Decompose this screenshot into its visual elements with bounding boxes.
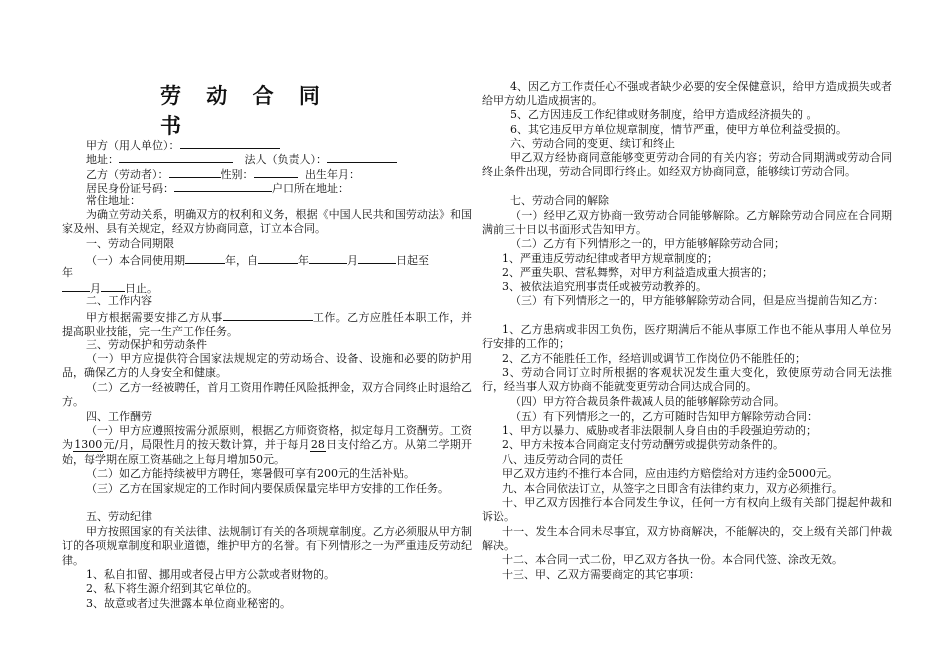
section-7-item-4: （四）甲方符合裁员条件裁减人员的能够解除劳动合同。 [510, 395, 785, 408]
party-b-label: 乙方（劳动者）： [86, 168, 169, 181]
discipline-item-5: 5、乙方因违反工作纪律或财务制度，给甲方造成经济损失的 。 [510, 108, 818, 121]
section-13: 十三、甲、乙双方需要商定的其它事项： [502, 568, 700, 581]
address-field[interactable] [119, 151, 233, 163]
id-label: 居民身份证号码： [86, 182, 174, 195]
birth-label: 出生年月： [305, 168, 360, 181]
discipline-item-6: 6、其它违反甲方单位规章制度，情节严重，使甲方单位利益受损的。 [510, 123, 847, 136]
discipline-item-1: 1、私自扣留、挪用或者侵占甲方公款或者财物的。 [86, 568, 335, 581]
discipline-item-3: 3、故意或者过失泄露本单位商业秘密的。 [86, 597, 291, 610]
start-day-field[interactable] [358, 252, 396, 264]
section-7-item-5-2: 2、甲方未按本合同商定支付劳动酬劳或提供劳动条件的。 [502, 438, 784, 451]
address-label: 地址： [86, 153, 119, 166]
start-day-text: 日起至 [396, 254, 429, 267]
section-10: 十、甲乙双方因推行本合同发生争议，任何一方有权向上级有关部门提起仲裁和诉讼。 [482, 496, 892, 524]
legal-rep-label: 法人（负责人）： [244, 153, 327, 166]
discipline-item-2: 2、私下将生源介绍到其它单位的。 [86, 582, 258, 595]
term-years-field[interactable] [185, 252, 225, 264]
party-b-field[interactable] [169, 166, 221, 178]
section-7-item-5: （五）有下列情形之一的，乙方可随时告知甲方解除劳动合同： [510, 410, 818, 423]
section-7-item-3-1: 1、乙方患病或非因工负伤，医疗期满后不能从事原工作也不能从事用人单位另行安排的工作的； [482, 323, 892, 351]
section-4-item-3: （三）乙方在国家规定的工作时间内要保质保量完毕甲方安排的工作任务。 [86, 482, 449, 495]
section-7-heading: 七、劳动合同的解除 [510, 194, 609, 207]
party-a-field[interactable] [180, 137, 280, 149]
intro-paragraph: 为确立劳动关系，明确双方的权利和义务，根据《中国人民共和国劳动法》和国家及州、县有关规定，经双方协商同意，订立本合同。 [62, 208, 472, 236]
end-day-text: 日止。 [125, 282, 158, 295]
pay-day: 28 [310, 438, 325, 452]
section-7-item-3-3: 3、劳动合同订立时所根据的客观状况发生重大变化，致使原劳动合同无法推行，经当事人双方协商不能就变更劳动合同达成合同的。 [482, 366, 892, 394]
section-7-item-2-3: 3、被依法追究刑事责任或被劳动教养的。 [502, 280, 707, 293]
section-3-item-1: （一）甲方应提供符合国家法规规定的劳动场合、设备、设施和必要的防护用品，确保乙方的人身安全和健康。 [62, 352, 472, 380]
contract-term-row [86, 252, 429, 268]
term-label: （一）本合同使用期 [86, 254, 185, 267]
hukou-label: 户口所在地址： [272, 182, 349, 195]
section-3-item-2: （二）乙方一经被聘任，首月工资用作聘任风险抵押金，双方合同终止时退给乙方。 [62, 381, 472, 409]
section-2-heading: 二、工作内容 [86, 294, 152, 307]
salary-text-a: （一）甲方应遵照按需分派原则，根据乙方师资资格，拟定每月工资酬劳。工资为 [62, 424, 472, 452]
start-month-text: 月 [347, 254, 358, 267]
end-month-field[interactable] [62, 280, 90, 292]
work-content-text-b: 工作。乙方应胜任本职工作，并提高职业技能，完一生产工作任务。 [62, 311, 473, 339]
end-year-row [62, 266, 73, 280]
job-field[interactable] [223, 309, 313, 321]
residence-label: 常住地址： [86, 194, 141, 207]
gender-label: 性别： [220, 168, 254, 181]
work-content-paragraph [62, 309, 472, 340]
term-year-text: 年，自 [225, 254, 258, 267]
section-7-item-2-1: 1、严重违反劳动纪律或者甲方规章制度的； [502, 252, 718, 265]
section-6-paragraph: 甲乙双方经协商同意能够变更劳动合同的有关内容；劳动合同期满或劳动合同终止条件出现，劳动合同即行终止。如经双方协商同意，能够续订劳动合同。 [482, 151, 892, 179]
start-month-field[interactable] [309, 252, 347, 264]
section-8-heading: 八、违反劳动合同的责任 [502, 453, 623, 466]
legal-rep-field[interactable] [327, 151, 397, 163]
document-title: 劳 动 合 同 书 [160, 84, 329, 138]
gender-field[interactable] [254, 166, 298, 178]
section-7-item-2-2: 2、严重失职、营私舞弊，对甲方利益造成重大损害的； [502, 266, 773, 279]
start-year-text: 年 [298, 254, 309, 267]
section-11: 十一、发生本合同未尽事宜，双方协商解决，不能解决的，交上级有关部门仲裁解决。 [482, 525, 892, 553]
section-1-heading: 一、劳动合同期限 [86, 237, 174, 250]
section-7-item-2: （二）乙方有下列情形之一的，甲方能够解除劳动合同； [510, 237, 785, 250]
work-content-text-a: 甲方根据需要安排乙方从事 [86, 311, 223, 324]
discipline-paragraph: 甲方按照国家的有关法律、法规制订有关的各项规章制度。乙方必须服从甲方制订的各项规章制度和职业道德，维护甲方的名誉。有下列情形之一为严重违反劳动纪律。 [62, 525, 472, 567]
section-4-heading: 四、工作酬劳 [86, 410, 152, 423]
start-year-field[interactable] [258, 252, 298, 264]
salary-paragraph [62, 424, 472, 467]
end-year-text: 年 [62, 266, 73, 279]
section-3-heading: 三、劳动保护和劳动条件 [86, 338, 207, 351]
end-day-field[interactable] [101, 280, 125, 292]
salary-text-b: 元/月，局限性月的按天数计算，并于每月 [103, 438, 310, 452]
section-5-heading: 五、劳动纪律 [86, 510, 152, 523]
section-7-item-1: （一）经甲乙双方协商一致劳动合同能够解除。乙方解除劳动合同应在合同期满前三十日以书面形式告知甲方。 [482, 209, 892, 237]
party-a-label: 甲方（用人单位）： [86, 139, 180, 152]
id-field[interactable] [174, 180, 272, 192]
section-9: 九、本合同依法订立，从签字之日即含有法律约束力，双方必须推行。 [502, 482, 843, 495]
section-4-item-2: （二）如乙方能持续被甲方聘任，寒暑假可享有200元的生活补贴。 [86, 467, 415, 480]
discipline-item-4: 4、因乙方工作责任心不强或者缺少必要的安全保健意识，给甲方造成损失或者给甲方幼儿造成损害的。 [482, 80, 892, 108]
section-6-heading: 六、劳动合同的变更、续订和终止 [510, 137, 675, 150]
section-7-item-3-2: 2、乙方不能胜任工作，经培训或调节工作岗位仍不能胜任的； [502, 352, 806, 365]
salary-text-c: 日支付给乙方。从第二学期开始，每学期在原工资基础之上每月增加50元。 [62, 438, 472, 466]
address-row [86, 151, 397, 167]
salary-amount: 1300 [74, 438, 103, 452]
section-8-paragraph: 甲乙双方违约不推行本合同，应由违约方赔偿给对方违约金5000元。 [502, 467, 838, 480]
section-12: 十二、本合同一式二份，甲乙双方各执一份。本合同代签、涂改无效。 [502, 553, 843, 566]
section-7-item-5-1: 1、甲方以暴力、威胁或者非法限制人身自由的手段强迫劳动的； [502, 424, 817, 437]
section-7-item-3: （三）有下列情形之一的，甲方能够解除劳动合同，但是应当提前告知乙方： [510, 294, 884, 307]
end-month-text: 月 [90, 282, 101, 295]
